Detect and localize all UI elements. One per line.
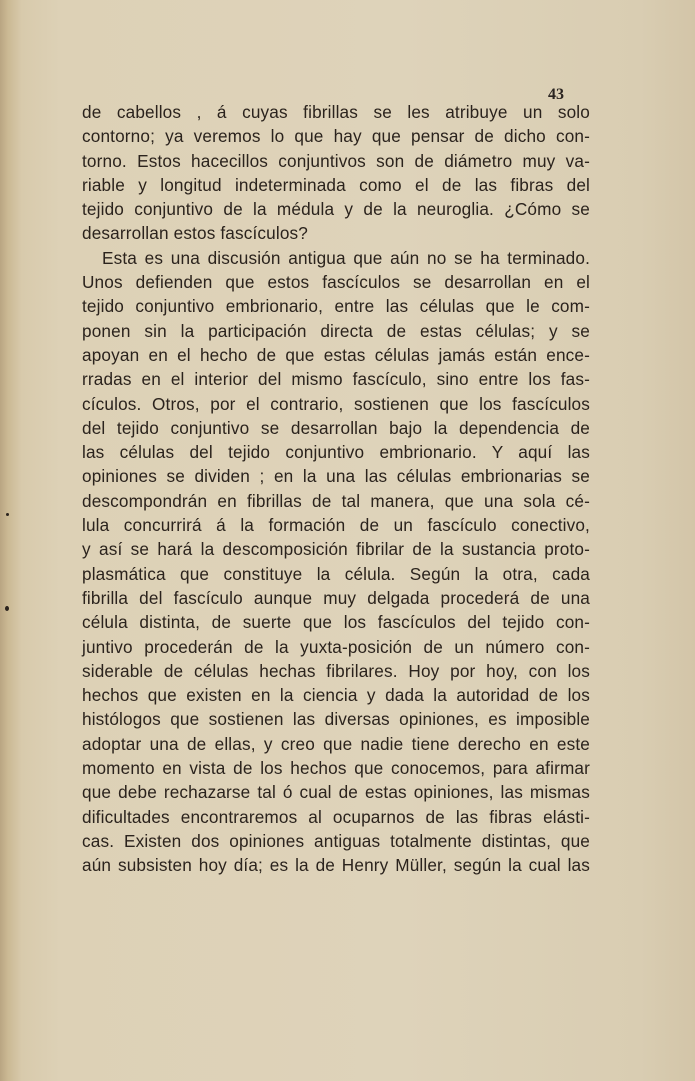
text-line: opiniones se dividen ; en la una las células embrionarias se bbox=[82, 466, 590, 487]
text-line: del tejido conjuntivo se desarrollan bajo la dependencia de bbox=[82, 417, 590, 438]
text-line: descompondrán en fibrillas de tal manera, que una sola cé- bbox=[82, 490, 590, 511]
page-number: 43 bbox=[548, 86, 564, 103]
text-line: contorno; ya veremos lo que hay que pensar de dicho con- bbox=[82, 126, 590, 147]
text-line: tejido conjuntivo embrionario, entre las células que le com- bbox=[82, 296, 590, 317]
text-line: plasmática que constituye la célula. Según la otra, cada bbox=[82, 563, 590, 584]
text-line: las células del tejido conjuntivo embrionario. Y aquí las bbox=[82, 442, 590, 463]
text-line: cículos. Otros, por el contrario, sostienen que los fascículos bbox=[82, 393, 590, 414]
text-line: riable y longitud indeterminada como el de las fibras del bbox=[82, 174, 590, 195]
text-line: histólogos que sostienen las diversas opiniones, es imposible bbox=[82, 709, 590, 730]
body-text bbox=[82, 100, 590, 878]
text-line: rradas en el interior del mismo fascículo, sino entre los fas- bbox=[82, 369, 590, 390]
ink-speck bbox=[5, 606, 9, 611]
text-line: apoyan en el hecho de que estas células jamás están ence- bbox=[82, 344, 590, 365]
text-line: siderable de células hechas fibrilares. Hoy por hoy, con los bbox=[82, 660, 590, 681]
text-line: y así se hará la descomposición fibrilar de la sustancia proto- bbox=[82, 539, 590, 560]
text-line: célula distinta, de suerte que los fascículos del tejido con- bbox=[82, 612, 590, 633]
text-line: tejido conjuntivo de la médula y de la neuroglia. ¿Cómo se bbox=[82, 199, 590, 220]
text-line: hechos que existen en la ciencia y dada la autoridad de los bbox=[82, 685, 590, 706]
ink-speck bbox=[6, 513, 9, 516]
text-line: cas. Existen dos opiniones antiguas totalmente distintas, que bbox=[82, 830, 590, 851]
text-line: adoptar una de ellas, y creo que nadie tiene derecho en este bbox=[82, 733, 590, 754]
text-line: lula concurrirá á la formación de un fascículo conectivo, bbox=[82, 515, 590, 536]
text-line: que debe rechazarse tal ó cual de estas opiniones, las mismas bbox=[82, 782, 590, 803]
paragraph-2 bbox=[82, 246, 590, 878]
text-line: dificultades encontraremos al ocuparnos de las fibras elásti- bbox=[82, 806, 590, 827]
text-line: torno. Estos hacecillos conjuntivos son de diámetro muy va- bbox=[82, 150, 590, 171]
text-line: Unos defienden que estos fascículos se desarrollan en el bbox=[82, 272, 590, 293]
text-line: aún subsisten hoy día; es la de Henry Müller, según la cual las bbox=[82, 855, 590, 876]
text-line: ponen sin la participación directa de estas células; y se bbox=[82, 320, 590, 341]
paragraph-1 bbox=[82, 100, 590, 246]
text-line: desarrollan estos fascículos? bbox=[82, 223, 308, 244]
text-line: momento en vista de los hechos que conocemos, para afirmar bbox=[82, 758, 590, 779]
text-line: Esta es una discusión antigua que aún no se ha terminado. bbox=[102, 247, 590, 268]
text-line: fibrilla del fascículo aunque muy delgada procederá de una bbox=[82, 587, 590, 608]
text-line: de cabellos , á cuyas fibrillas se les atribuye un solo bbox=[82, 102, 590, 122]
text-line: juntivo procederán de la yuxta-posición de un número con- bbox=[82, 636, 590, 657]
